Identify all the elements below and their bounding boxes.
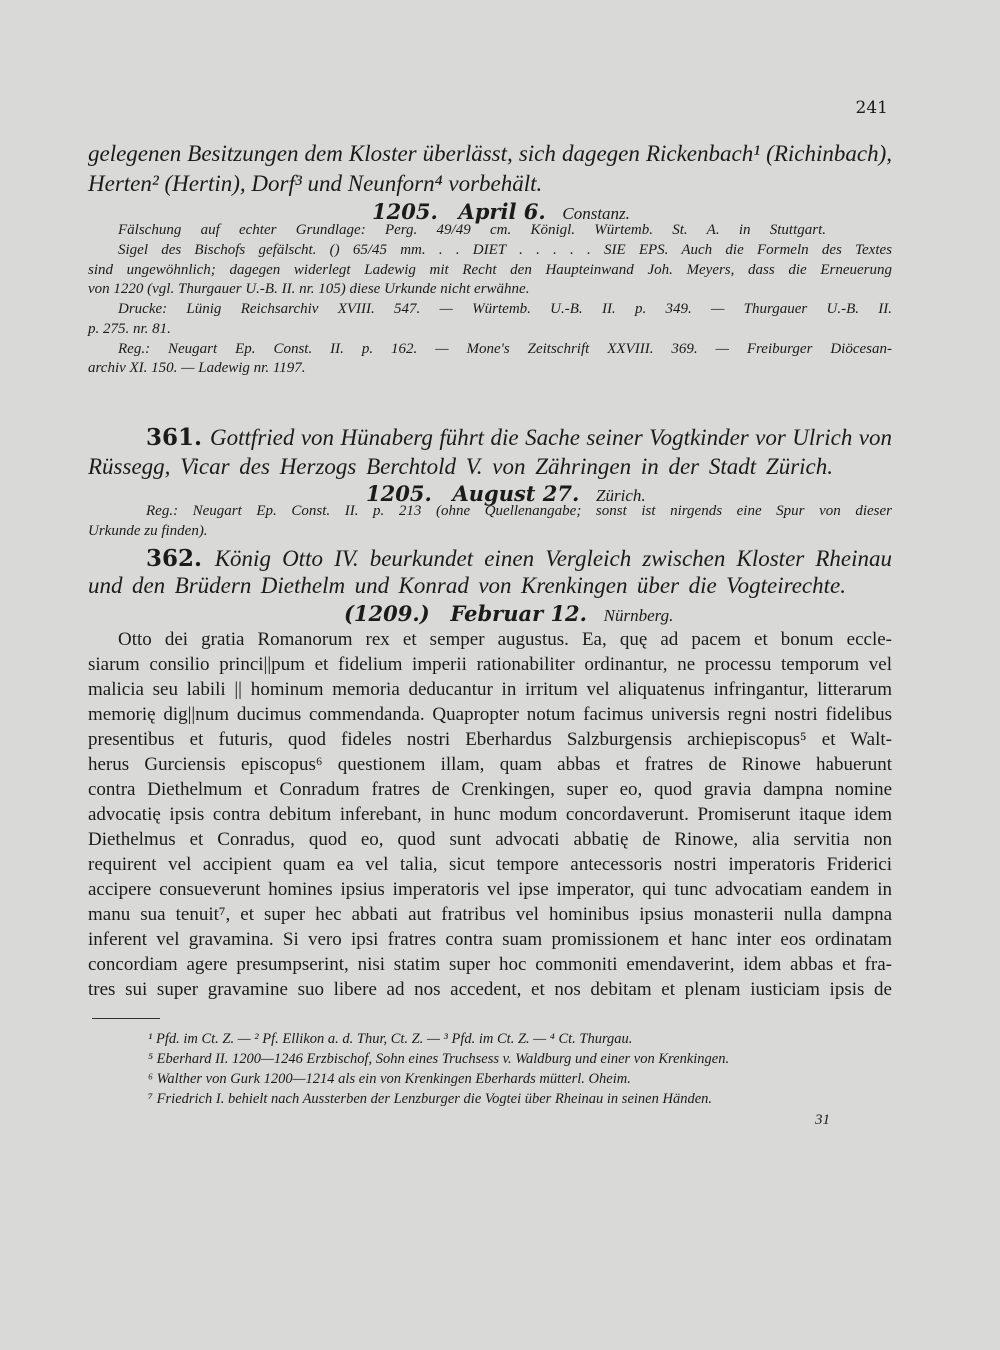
doc361-title-line-2: Rüssegg, Vicar des Herzogs Berchtold V. von Zähringen in der Stadt Zürich. xyxy=(88,454,833,479)
doc362-text-line-3: malicia seu labili || hominum memoria deducantur in irritum vel aliquatenus infringantur, litterarum xyxy=(88,679,892,700)
doc362-number: 362. xyxy=(146,545,203,572)
doc361-number: 361. xyxy=(146,424,203,451)
doc362-text-line-12: manu sua tenuit⁷, et super hec abbati aut fratribus vel hominibus ipsius monasterii nulla dampna xyxy=(88,904,892,925)
doc360-note-8: archiv XI. 150. — Ladewig nr. 1197. xyxy=(88,360,306,376)
doc362-text-line-14: concordiam agere presumpserint, nisi statim super hoc commoniti emendaverint, idem abbas et fra- xyxy=(88,954,892,975)
doc362-text-line-9: Diethelmus et Conradus, quod eo, quod sunt advocati abbatię de Rinowe, alia servitia non xyxy=(88,829,892,850)
doc362-text-line-15: tres sui super gravamine suo libere ad nos accedent, et nos debitam et plenam iusticiam ipsis de xyxy=(88,979,892,1000)
intro-line-2: Herten² (Hertin), Dorf³ und Neunforn⁴ vorbehält. xyxy=(88,171,543,196)
doc360-note-6: p. 275. nr. 81. xyxy=(88,321,171,337)
doc362-text-line-1: Otto dei gratia Romanorum rex et semper augustus. Ea, quę ad pacem et bonum eccle- xyxy=(118,629,892,650)
doc362-date xyxy=(344,601,673,626)
doc362-text-line-2: siarum consilio princi||pum et fidelium imperii rationabiliter ordinantur, ne processu temporum vel xyxy=(88,654,892,675)
signature-mark: 31 xyxy=(815,1112,830,1128)
doc360-note-7: Reg.: Neugart Ep. Const. II. p. 162. — Mone's Zeitschrift XXVIII. 369. — Freiburger Diöcesan- xyxy=(118,341,892,357)
footnote-1-4: ¹ Pfd. im Ct. Z. — ² Pf. Ellikon a. d. Thur, Ct. Z. — ³ Pfd. im Ct. Z. — ⁴ Ct. Thurgau. xyxy=(148,1031,633,1047)
doc362-title-text-1: König Otto IV. beurkundet einen Vergleich zwischen Kloster Rheinau xyxy=(214,546,892,571)
doc361-date-day: August 27. xyxy=(452,481,580,506)
doc362-text-line-13: inferent vel gravamina. Si vero ipsi fratres contra suam promissionem et hanc inter eos ordinatam xyxy=(88,929,892,950)
doc360-date-year: 1205. xyxy=(372,199,438,224)
doc361-note-2: Urkunde zu finden). xyxy=(88,523,208,539)
doc362-text-line-11: accipere consueverunt homines ipsius imperatoris vel ipse imperator, qui tunc advocatiam eandem in xyxy=(88,879,892,900)
doc360-note-3: sind ungewöhnlich; dagegen widerlegt Ladewig mit Recht den Haupteinwand Joh. Meyers, dass die Erneuerung xyxy=(88,262,892,278)
doc360-note-1: Fälschung auf echter Grundlage: Perg. 49/49 cm. Königl. Würtemb. St. A. in Stuttgart. xyxy=(118,222,826,238)
doc360-place: Constanz. xyxy=(562,204,630,223)
doc361-title-line-1 xyxy=(146,424,892,451)
doc360-date xyxy=(372,199,630,224)
doc362-text-line-8: advocatię ipsis contra debitum inferebant, in hunc modum concordaverunt. Promiserunt itaque idem xyxy=(88,804,892,825)
doc361-date-year: 1205. xyxy=(366,481,432,506)
doc362-title-line-2: und den Brüdern Diethelm und Konrad von Krenkingen über die Vogteirechte. xyxy=(88,573,846,598)
page-number: 241 xyxy=(855,98,888,118)
doc361-title-text-1: Gottfried von Hünaberg führt die Sache seiner Vogtkinder vor Ulrich von xyxy=(210,425,892,450)
doc362-title-line-1 xyxy=(146,545,892,572)
doc362-date-day: Februar 12. xyxy=(450,601,587,626)
doc362-text-line-7: contra Diethelmum et Conradum fratres de Crenkingen, super eo, quod gravia dampna nomine xyxy=(88,779,892,800)
doc361-note-1: Reg.: Neugart Ep. Const. II. p. 213 (ohne Quellenangabe; sonst ist nirgends eine Spur von dieser xyxy=(146,503,892,519)
intro-line-1: gelegenen Besitzungen dem Kloster überlässt, sich dagegen Rickenbach¹ (Richinbach), xyxy=(88,141,892,166)
doc362-text-line-4: memorię dig||num ducimus commendanda. Quapropter notum facimus universis regni nostri fidelibus xyxy=(88,704,892,725)
doc362-place: Nürnberg. xyxy=(603,606,674,625)
doc362-text-line-10: requirent vel accipient quam ea vel talia, sicut tempore antecessoris nostri imperatoris Friderici xyxy=(88,854,892,875)
footnote-divider xyxy=(92,1018,160,1019)
doc360-note-4: von 1220 (vgl. Thurgauer U.-B. II. nr. 105) diese Urkunde nicht erwähne. xyxy=(88,281,530,297)
doc360-note-5: Drucke: Lünig Reichsarchiv XVIII. 547. — Würtemb. U.-B. II. p. 349. — Thurgauer U.-B. II. xyxy=(118,301,892,317)
footnote-6: ⁶ Walther von Gurk 1200—1214 als ein von Krenkingen Eberhards mütterl. Oheim. xyxy=(148,1071,631,1087)
footnote-5: ⁵ Eberhard II. 1200—1246 Erzbischof, Sohn eines Truchsess v. Waldburg und einer von Krenkingen. xyxy=(148,1051,730,1067)
doc362-text-line-6: herus Gurciensis episcopus⁶ questionem illam, quam abbas et fratres de Rinowe habuerunt xyxy=(88,754,892,775)
doc360-note-2: Sigel des Bischofs gefälscht. () 65/45 mm. . . DIET . . . . . SIE EPS. Auch die Formeln des Textes xyxy=(118,242,892,258)
doc362-text-line-5: presentibus et futuris, quod fideles nostri Eberhardus Salzburgensis archiepiscopus⁵ et Walt- xyxy=(88,729,892,750)
footnote-7: ⁷ Friedrich I. behielt nach Aussterben der Lenzburger die Vogtei über Rheinau in seinen Händen. xyxy=(148,1091,712,1107)
doc360-date-day: April 6. xyxy=(458,199,546,224)
doc362-date-year: (1209.) xyxy=(344,601,430,626)
doc361-place: Zürich. xyxy=(596,486,646,505)
